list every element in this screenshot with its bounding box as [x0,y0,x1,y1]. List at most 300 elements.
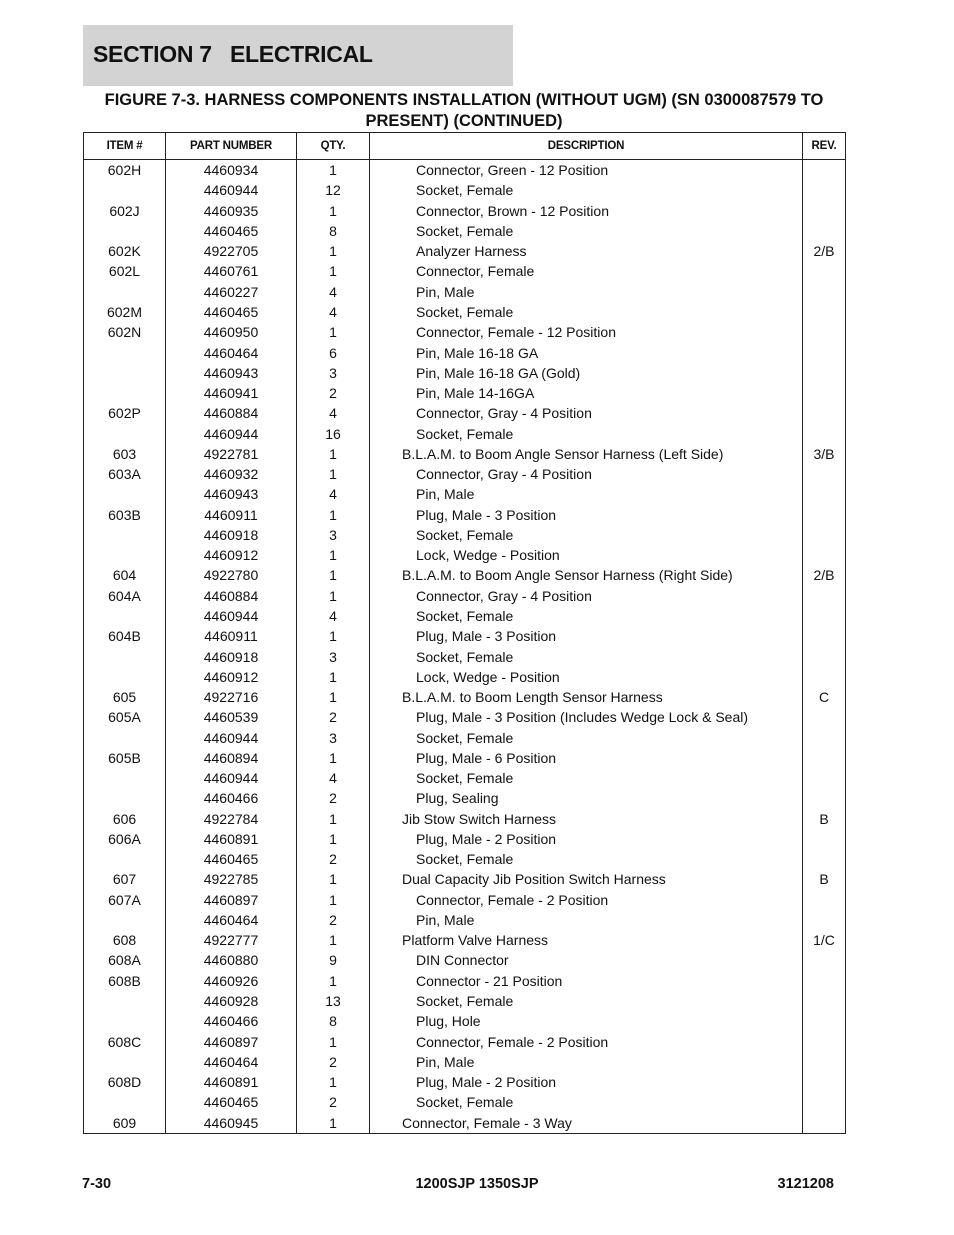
item-number-cell [84,423,166,443]
section-header-bar [83,25,513,86]
part-number-cell: 4460935 [166,201,297,221]
quantity-cell: 1 [297,667,370,687]
part-number-cell: 4460465 [166,302,297,322]
table-row [84,1112,846,1133]
table-row [84,403,846,423]
figure-title [83,90,845,132]
description-cell: Connector, Female - 2 Position [370,1031,803,1051]
quantity-cell: 2 [297,1092,370,1112]
revision-cell [803,890,846,910]
item-number-cell [84,991,166,1011]
table-row [84,849,846,869]
revision-cell [803,383,846,403]
part-number-cell: 4460918 [166,525,297,545]
table-row [84,626,846,646]
table-row [84,950,846,970]
item-number-cell: 602H [84,160,166,181]
description-cell: Socket, Female [370,302,803,322]
revision-cell [803,403,846,423]
table-row [84,809,846,829]
revision-cell [803,180,846,200]
quantity-cell: 1 [297,322,370,342]
quantity-cell: 4 [297,403,370,423]
table-row [84,1092,846,1112]
quantity-cell: 1 [297,444,370,464]
item-number-cell [84,525,166,545]
table-row [84,201,846,221]
item-number-cell: 602K [84,241,166,261]
column-header-qty: QTY. [297,133,370,160]
description-cell: Connector, Brown - 12 Position [370,201,803,221]
part-number-cell: 4460464 [166,1052,297,1072]
revision-cell: 3/B [803,444,846,464]
part-number-cell: 4460944 [166,727,297,747]
item-number-cell: 607A [84,890,166,910]
description-cell: Socket, Female [370,1092,803,1112]
table-row [84,505,846,525]
revision-cell [803,464,846,484]
revision-cell [803,1072,846,1092]
part-number-cell: 4460880 [166,950,297,970]
description-cell: Plug, Male - 2 Position [370,1072,803,1092]
table-row [84,565,846,585]
description-cell: Plug, Sealing [370,788,803,808]
revision-cell [803,1092,846,1112]
revision-cell [803,586,846,606]
description-cell: Connector, Female [370,261,803,281]
item-number-cell: 608B [84,971,166,991]
table-row [84,180,846,200]
column-header-description: DESCRIPTION [370,133,803,160]
part-number-cell: 4460897 [166,890,297,910]
quantity-cell: 2 [297,1052,370,1072]
revision-cell [803,1011,846,1031]
description-cell: Socket, Female [370,180,803,200]
part-number-cell: 4460943 [166,484,297,504]
table-row [84,464,846,484]
table-row [84,1011,846,1031]
part-number-cell: 4460944 [166,423,297,443]
quantity-cell: 8 [297,1011,370,1031]
quantity-cell: 8 [297,221,370,241]
item-number-cell: 602P [84,403,166,423]
part-number-cell: 4460884 [166,586,297,606]
item-number-cell [84,606,166,626]
revision-cell [803,768,846,788]
revision-cell [803,950,846,970]
table-row [84,727,846,747]
item-number-cell [84,1092,166,1112]
quantity-cell: 4 [297,768,370,788]
item-number-cell: 604B [84,626,166,646]
revision-cell [803,484,846,504]
revision-cell [803,626,846,646]
table-row [84,930,846,950]
quantity-cell: 4 [297,606,370,626]
table-row [84,1052,846,1072]
item-number-cell: 608C [84,1031,166,1051]
description-cell: Connector - 21 Position [370,971,803,991]
section-title: SECTION 7 ELECTRICAL [93,41,373,67]
item-number-cell: 603A [84,464,166,484]
quantity-cell: 1 [297,626,370,646]
revision-cell [803,646,846,666]
quantity-cell: 1 [297,1112,370,1133]
part-number-cell: 4460465 [166,221,297,241]
quantity-cell: 3 [297,727,370,747]
item-number-cell [84,1011,166,1031]
description-cell: DIN Connector [370,950,803,970]
item-number-cell: 605B [84,748,166,768]
description-cell: Lock, Wedge - Position [370,545,803,565]
item-number-cell [84,180,166,200]
description-cell: B.L.A.M. to Boom Angle Sensor Harness (Right Side) [370,565,803,585]
revision-cell [803,201,846,221]
description-cell: Plug, Male - 2 Position [370,829,803,849]
quantity-cell: 1 [297,505,370,525]
quantity-cell: 2 [297,788,370,808]
part-number-cell: 4922716 [166,687,297,707]
item-number-cell: 606A [84,829,166,849]
table-row [84,383,846,403]
part-number-cell: 4460911 [166,626,297,646]
item-number-cell [84,221,166,241]
item-number-cell: 609 [84,1112,166,1133]
description-cell: Socket, Female [370,525,803,545]
table-row [84,1072,846,1092]
quantity-cell: 1 [297,545,370,565]
revision-cell: 2/B [803,241,846,261]
revision-cell: 1/C [803,930,846,950]
table-row [84,363,846,383]
table-row [84,971,846,991]
quantity-cell: 16 [297,423,370,443]
quantity-cell: 1 [297,971,370,991]
parts-table [83,132,846,1134]
part-number-cell: 4460891 [166,829,297,849]
table-header-row [84,133,846,160]
revision-cell [803,991,846,1011]
description-cell: Socket, Female [370,768,803,788]
item-number-cell: 608A [84,950,166,970]
revision-cell [803,910,846,930]
column-header-item: ITEM # [84,133,166,160]
description-cell: Plug, Male - 3 Position [370,626,803,646]
item-number-cell [84,910,166,930]
item-number-cell [84,383,166,403]
revision-cell [803,849,846,869]
page-number: 7-30 [82,1176,112,1192]
revision-cell [803,363,846,383]
part-number-cell: 4460465 [166,1092,297,1112]
item-number-cell: 603 [84,444,166,464]
item-number-cell: 602J [84,201,166,221]
revision-cell [803,971,846,991]
description-cell: Connector, Female - 3 Way [370,1112,803,1133]
table-row [84,241,846,261]
item-number-cell [84,727,166,747]
description-cell: Dual Capacity Jib Position Switch Harness [370,869,803,889]
quantity-cell: 3 [297,646,370,666]
part-number-cell: 4460944 [166,180,297,200]
revision-cell: 2/B [803,565,846,585]
quantity-cell: 2 [297,849,370,869]
document-number: 3121208 [777,1176,834,1192]
revision-cell [803,727,846,747]
description-cell: Connector, Gray - 4 Position [370,586,803,606]
quantity-cell: 3 [297,363,370,383]
revision-cell [803,423,846,443]
table-row [84,423,846,443]
revision-cell [803,282,846,302]
item-number-cell [84,667,166,687]
revision-cell [803,160,846,181]
description-cell: Pin, Male [370,910,803,930]
quantity-cell: 3 [297,525,370,545]
part-number-cell: 4460884 [166,403,297,423]
revision-cell [803,829,846,849]
description-cell: Connector, Female - 12 Position [370,322,803,342]
description-cell: Platform Valve Harness [370,930,803,950]
revision-cell [803,707,846,727]
table-row [84,545,846,565]
table-row [84,484,846,504]
revision-cell [803,261,846,281]
part-number-cell: 4460466 [166,1011,297,1031]
table-row [84,444,846,464]
quantity-cell: 2 [297,707,370,727]
item-number-cell: 604A [84,586,166,606]
quantity-cell: 1 [297,201,370,221]
quantity-cell: 2 [297,383,370,403]
description-cell: Socket, Female [370,606,803,626]
table-row [84,910,846,930]
revision-cell [803,545,846,565]
part-number-cell: 4460926 [166,971,297,991]
item-number-cell: 608 [84,930,166,950]
table-row [84,221,846,241]
quantity-cell: 1 [297,1031,370,1051]
item-number-cell: 602N [84,322,166,342]
table-row [84,586,846,606]
description-cell: Connector, Gray - 4 Position [370,464,803,484]
quantity-cell: 1 [297,809,370,829]
table-row [84,282,846,302]
quantity-cell: 1 [297,687,370,707]
description-cell: Socket, Female [370,646,803,666]
part-number-cell: 4460934 [166,160,297,181]
part-number-cell: 4922784 [166,809,297,829]
quantity-cell: 1 [297,464,370,484]
table-row [84,322,846,342]
part-number-cell: 4460943 [166,363,297,383]
quantity-cell: 1 [297,586,370,606]
quantity-cell: 1 [297,160,370,181]
description-cell: Pin, Male 16-18 GA [370,342,803,362]
description-cell: Pin, Male 16-18 GA (Gold) [370,363,803,383]
description-cell: Connector, Gray - 4 Position [370,403,803,423]
revision-cell [803,342,846,362]
item-number-cell: 602L [84,261,166,281]
description-cell: Pin, Male [370,282,803,302]
table-row [84,687,846,707]
description-cell: Plug, Hole [370,1011,803,1031]
revision-cell [803,1052,846,1072]
item-number-cell [84,545,166,565]
item-number-cell [84,484,166,504]
table-row [84,768,846,788]
part-number-cell: 4460891 [166,1072,297,1092]
quantity-cell: 6 [297,342,370,362]
part-number-cell: 4460912 [166,667,297,687]
part-number-cell: 4460761 [166,261,297,281]
part-number-cell: 4460950 [166,322,297,342]
table-row [84,302,846,322]
column-header-rev: REV. [803,133,846,160]
description-cell: Pin, Male 14-16GA [370,383,803,403]
revision-cell: B [803,809,846,829]
quantity-cell: 1 [297,890,370,910]
part-number-cell: 4460911 [166,505,297,525]
table-row [84,525,846,545]
table-row [84,788,846,808]
revision-cell [803,1112,846,1133]
description-cell: Socket, Female [370,423,803,443]
table-row [84,869,846,889]
table-row [84,991,846,1011]
item-number-cell: 608D [84,1072,166,1092]
revision-cell: C [803,687,846,707]
quantity-cell: 4 [297,302,370,322]
item-number-cell [84,342,166,362]
part-number-cell: 4460465 [166,849,297,869]
description-cell: B.L.A.M. to Boom Angle Sensor Harness (Left Side) [370,444,803,464]
part-number-cell: 4460464 [166,910,297,930]
quantity-cell: 2 [297,910,370,930]
description-cell: Socket, Female [370,991,803,1011]
item-number-cell [84,1052,166,1072]
part-number-cell: 4460466 [166,788,297,808]
item-number-cell [84,363,166,383]
part-number-cell: 4460941 [166,383,297,403]
quantity-cell: 13 [297,991,370,1011]
description-cell: Connector, Green - 12 Position [370,160,803,181]
part-number-cell: 4922781 [166,444,297,464]
quantity-cell: 1 [297,1072,370,1092]
quantity-cell: 4 [297,484,370,504]
item-number-cell: 607 [84,869,166,889]
table-row [84,707,846,727]
item-number-cell: 602M [84,302,166,322]
description-cell: B.L.A.M. to Boom Length Sensor Harness [370,687,803,707]
item-number-cell: 603B [84,505,166,525]
revision-cell [803,322,846,342]
description-cell: Socket, Female [370,221,803,241]
table-row [84,748,846,768]
item-number-cell: 605 [84,687,166,707]
table-row [84,890,846,910]
description-cell: Plug, Male - 3 Position (Includes Wedge Lock & Seal) [370,707,803,727]
model-number: 1200SJP 1350SJP [415,1176,539,1192]
item-number-cell [84,849,166,869]
figure-title-line-1: FIGURE 7-3. HARNESS COMPONENTS INSTALLATION (WITHOUT UGM) (SN 0300087579 TO [104,91,824,109]
part-number-cell: 4460932 [166,464,297,484]
item-number-cell [84,788,166,808]
quantity-cell: 9 [297,950,370,970]
part-number-cell: 4460539 [166,707,297,727]
quantity-cell: 1 [297,869,370,889]
revision-cell [803,667,846,687]
table-row [84,261,846,281]
parts-table-body [84,160,846,1134]
description-cell: Pin, Male [370,1052,803,1072]
description-cell: Jib Stow Switch Harness [370,809,803,829]
revision-cell: B [803,869,846,889]
description-cell: Connector, Female - 2 Position [370,890,803,910]
description-cell: Pin, Male [370,484,803,504]
quantity-cell: 4 [297,282,370,302]
part-number-cell: 4460944 [166,768,297,788]
revision-cell [803,606,846,626]
description-cell: Lock, Wedge - Position [370,667,803,687]
revision-cell [803,221,846,241]
quantity-cell: 1 [297,565,370,585]
part-number-cell: 4460227 [166,282,297,302]
table-row [84,160,846,181]
item-number-cell [84,282,166,302]
quantity-cell: 1 [297,241,370,261]
table-row [84,342,846,362]
description-cell: Socket, Female [370,849,803,869]
figure-title-line-2: PRESENT) (CONTINUED) [365,112,563,130]
column-header-part-number: PART NUMBER [166,133,297,160]
part-number-cell: 4922780 [166,565,297,585]
table-row [84,606,846,626]
part-number-cell: 4922705 [166,241,297,261]
quantity-cell: 1 [297,748,370,768]
description-cell: Analyzer Harness [370,241,803,261]
quantity-cell: 12 [297,180,370,200]
item-number-cell: 604 [84,565,166,585]
part-number-cell: 4460912 [166,545,297,565]
part-number-cell: 4460897 [166,1031,297,1051]
part-number-cell: 4460464 [166,342,297,362]
part-number-cell: 4460945 [166,1112,297,1133]
part-number-cell: 4460918 [166,646,297,666]
revision-cell [803,748,846,768]
part-number-cell: 4922777 [166,930,297,950]
quantity-cell: 1 [297,261,370,281]
part-number-cell: 4460944 [166,606,297,626]
item-number-cell: 605A [84,707,166,727]
item-number-cell [84,768,166,788]
quantity-cell: 1 [297,930,370,950]
description-cell: Plug, Male - 3 Position [370,505,803,525]
item-number-cell [84,646,166,666]
quantity-cell: 1 [297,829,370,849]
revision-cell [803,788,846,808]
table-row [84,829,846,849]
table-row [84,1031,846,1051]
part-number-cell: 4460894 [166,748,297,768]
table-row [84,667,846,687]
revision-cell [803,525,846,545]
revision-cell [803,505,846,525]
part-number-cell: 4922785 [166,869,297,889]
part-number-cell: 4460928 [166,991,297,1011]
item-number-cell: 606 [84,809,166,829]
description-cell: Socket, Female [370,727,803,747]
